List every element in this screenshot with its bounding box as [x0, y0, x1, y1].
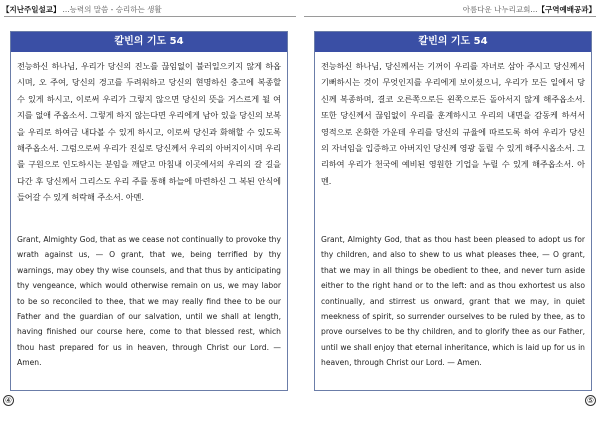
right-header-tag: 【구역예배공과】 — [537, 5, 596, 14]
left-english-text: Grant, Almighty God, that as we cease not continually to provoke thy wrath against us, — O grant, that we, being terrified by thy warnings, may obey thy wise counsels, and that thus by anticipating thy vengeance, which would otherwise remain on us, we may labor to be so reconciled to thee, that we may really find thee to be our Father and the guardian of our salvation, until we shall at length, having finished our course here, come to that blessed rest, which thou hast prepared for us in heaven, through Christ our Lord. — Amen. — [17, 235, 281, 368]
left-prayer-title: 칼빈의 기도 54 — [11, 32, 287, 52]
right-prayer-title: 칼빈의 기도 54 — [315, 32, 591, 52]
right-page-number: ⑤ — [586, 396, 595, 405]
right-header-subtitle: 아름다운 나누리교회... — [462, 5, 538, 14]
right-english-text: Grant, Almighty God, that as thou hast been pleased to adopt us for thy children, and also to shew to us what pleases thee, — O grant, that we may in all things be obedient to thee, and never turn aside either to the right hand or to the left: and as thou exhortest us also continually, and stirrest us onward, grant that we may, in quiet meekness of spirit, so surrender ourselves to be ruled by thee, as to prove ourselves to be thy children, and to glorify thee as our Father, until we shall enjoy that eternal inheritance, which is laid up for us in heaven, through Christ our Lord. — Amen. — [321, 235, 585, 368]
right-header — [461, 4, 596, 15]
left-header-tag: 【지난주일설교】 — [2, 5, 61, 14]
left-page-number: ④ — [4, 396, 13, 405]
right-prayer-card — [314, 31, 592, 391]
left-header-subtitle: ...능력의 말씀 - 승리하는 생활 — [62, 5, 162, 14]
right-header-rule — [304, 16, 596, 17]
left-korean-text: 전능하신 하나님, 우리가 당신의 진노를 끊임없이 불러일으키지 않게 하옵시며, 오 주여, 당신의 경고를 두려워하고 당신의 현명하신 충고에 복종할 수 있게 하시고, 이로써 우리가 그렇지 않으면 당신의 뜻을 거스르게 될 여지를 없애 주옵소서. 그렇게 하지 않는다면 우리에게 남아 있을 당신의 보복을 우리로 하여금 내다볼 수 있게 하시고, 이로써 당신과 화해할 수 있도록 해주옵소서. 그럼으로써 우리가 진실로 당신께서 우리의 아버지이시며 우리를 구원으로 인도하시는 분임을 깨닫고 마침내 이곳에서의 우리의 갈 길을 다간 후 당신께서 그리스도 우리 주를 통해 하늘에 마련하신 그 복된 안식에 들어갈 수 있게 허락해 주소서. 아멘. — [17, 61, 281, 203]
left-header-rule — [4, 16, 296, 17]
left-prayer-card — [10, 31, 288, 391]
right-page — [300, 0, 600, 424]
right-korean-text: 전능하신 하나님, 당신께서는 기꺼이 우리를 자녀로 삼아 주시고 당신께서 기뻐하시는 것이 무엇인지를 우리에게 보이셨으니, 우리가 모든 일에서 당신께 복종하며, 결코 오른쪽으로든 왼쪽으로든 돌아서지 않게 해주옵소서. 또한 당신께서 끊임없이 우리를 훈계하시고 우리의 내면을 감동케 하셔서 영적으로 온화한 가운데 우리를 당신의 규율에 따르도록 하여 우리가 당신의 자녀임을 입증하고 아버지인 당신께 영광 돌릴 수 있게 해주시옵소서. 그리하여 우리가 천국에 예비된 영원한 기업을 누릴 수 있게 해주옵소서. 아멘. — [321, 61, 585, 186]
left-header — [2, 4, 162, 15]
